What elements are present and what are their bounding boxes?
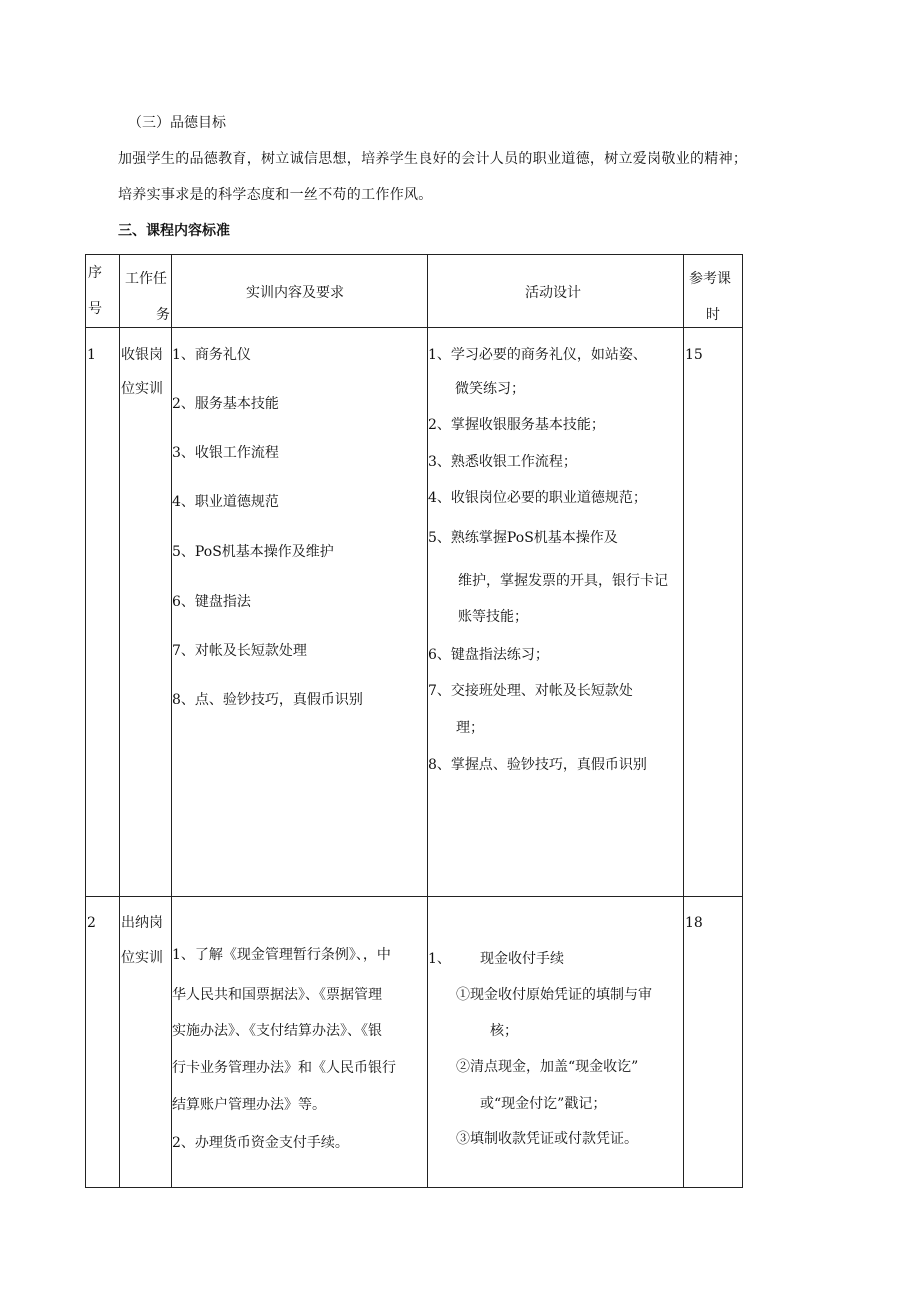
header-hours-line2: 时 [706,307,720,323]
header-seq-line2: 号 [88,301,102,317]
row1-content-item: 2、服务基本技能 [172,396,279,412]
row1-activity-line: 维护，掌握发票的开具，银行卡记 [458,573,668,589]
row1-activity-line: 1、学习必要的商务礼仪，如站姿、 [428,347,647,363]
row2-activity-line: 1、 [428,951,451,967]
row2-content-line: 行卡业务管理办法》和《人民币银行 [172,1060,396,1076]
subheading-moral-goals: （三）品德目标 [128,115,226,131]
header-activity: 活动设计 [525,285,581,301]
table-border-left [85,254,86,1188]
row1-activity-line: 微笑练习； [455,381,525,397]
row2-hours: 18 [685,915,703,931]
table-divider-task [171,254,172,1188]
row1-content-item: 8、点、验钞技巧，真假币识别 [172,692,363,708]
row1-task-line2: 位实训 [121,381,163,397]
row1-content-item: 6、键盘指法 [172,594,251,610]
row2-content-line: 2、办理货币资金支付手续。 [172,1135,349,1151]
row1-content-item: 3、收银工作流程 [172,445,279,461]
row1-seq: 1 [87,347,96,363]
table-border-bottom [85,1187,743,1188]
row2-activity-line: ③填制收款凭证或付款凭证。 [456,1131,638,1147]
row2-content-line: 结算账户管理办法》等。 [172,1097,326,1113]
row2-content-line: 1、了解《现金管理暂行条例》、，中 [172,947,391,963]
row1-activity-line: 8、掌握点、验钞技巧，真假币识别 [428,757,647,773]
row1-activity-line: 5、熟练掌握PoS机基本操作及 [428,530,618,546]
table-row-divider [85,896,743,897]
row1-activity-line: 2、掌握收银服务基本技能； [428,417,605,433]
header-task-line1: 工作任 [125,271,167,287]
header-content: 实训内容及要求 [246,285,344,301]
row1-content-item: 5、PoS机基本操作及维护 [172,544,334,560]
row2-activity-line: 核； [490,1023,518,1039]
row1-content-item: 4、职业道德规范 [172,494,279,510]
header-seq-line1: 序 [88,265,102,281]
row1-activity-line: 账等技能； [458,609,528,625]
table-header-divider [85,327,743,328]
paragraph-line-2: 培养实事求是的科学态度和一丝不苟的工作作风。 [118,187,433,203]
row1-content-item: 1、商务礼仪 [172,347,251,363]
table-divider-activity [683,254,684,1188]
row1-activity-line: 4、收银岗位必要的职业道德规范； [428,490,647,506]
paragraph-line-1: 加强学生的品德教育，树立诚信思想，培养学生良好的会计人员的职业道德，树立爱岗敬业的精神； [118,151,748,167]
row2-task-line1: 出纳岗 [121,915,163,931]
row1-activity-line: 6、键盘指法练习； [428,647,549,663]
table-border-top [85,254,743,255]
row2-activity-line: ①现金收付原始凭证的填制与审 [456,987,652,1003]
section-title: 三、课程内容标准 [118,223,230,239]
table-divider-content [427,254,428,1188]
row2-task-line2: 位实训 [121,950,163,966]
row1-hours: 15 [685,347,703,363]
row1-task-line1: 收银岗 [121,347,163,363]
row1-activity-line: 理； [456,720,484,736]
row2-content-line: 实施办法》、《支付结算办法》、《银 [172,1023,382,1039]
row2-activity-line: 现金收付手续 [480,951,564,967]
row2-activity-line: ②清点现金，加盖“现金收讫” [456,1059,639,1075]
row1-activity-line: 7、交接班处理、对帐及长短款处 [428,683,633,699]
row2-seq: 2 [87,915,96,931]
header-task-line2: 务 [156,307,170,323]
row1-content-item: 7、对帐及长短款处理 [172,643,307,659]
header-hours-line1: 参考课 [689,271,731,287]
row2-content-line: 华人民共和国票据法》、《票据管理 [172,987,382,1003]
row2-activity-line: 或“现金付讫”戳记； [480,1096,607,1112]
table-divider-seq [119,254,120,1188]
row1-activity-line: 3、熟悉收银工作流程； [428,454,577,470]
table-border-right [742,254,743,1188]
